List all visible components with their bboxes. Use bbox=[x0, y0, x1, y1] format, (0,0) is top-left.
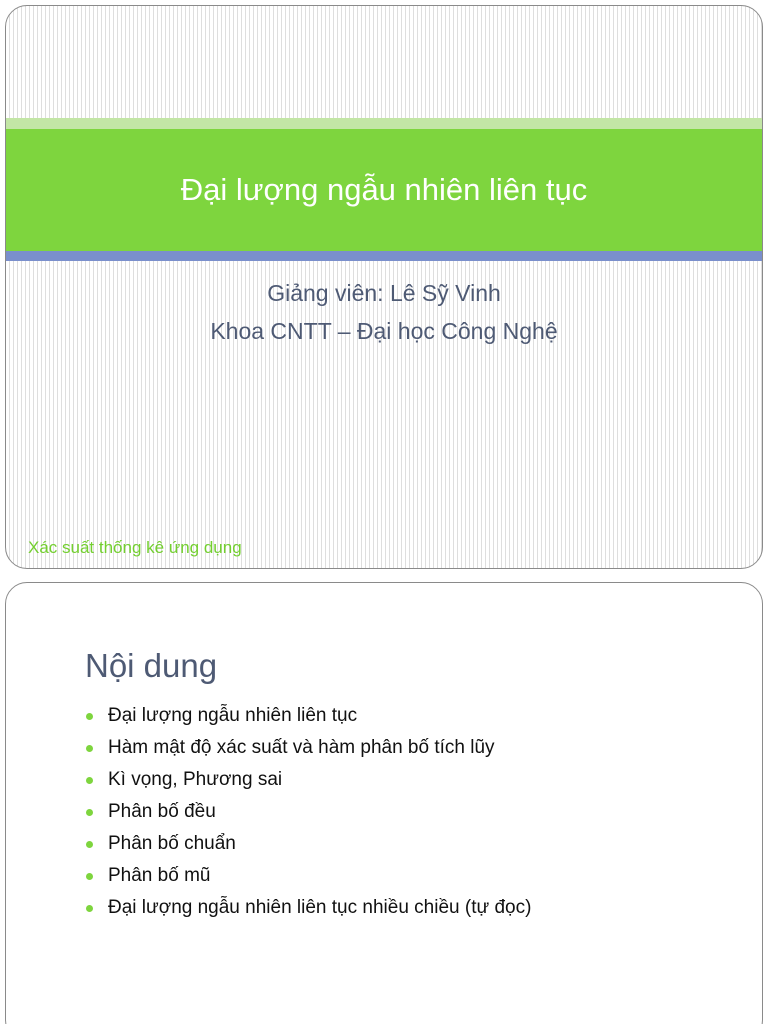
faculty-line: Khoa CNTT – Đại học Công Nghệ bbox=[210, 318, 558, 344]
bullet-icon bbox=[86, 713, 93, 720]
bullet-icon bbox=[86, 905, 93, 912]
list-item-text: Hàm mật độ xác suất và hàm phân bố tích lũy bbox=[108, 737, 495, 758]
list-item bbox=[86, 796, 531, 828]
list-item-text: Phân bố chuẩn bbox=[108, 833, 236, 854]
title-band-top-stripe bbox=[6, 118, 762, 129]
slide-title: Đại lượng ngẫu nhiên liên tục bbox=[180, 172, 588, 207]
list-item bbox=[86, 732, 531, 764]
list-item bbox=[86, 860, 531, 892]
bullet-icon bbox=[86, 777, 93, 784]
list-item bbox=[86, 700, 531, 732]
list-item-text: Đại lượng ngẫu nhiên liên tục nhiều chiều (tự đọc) bbox=[108, 897, 532, 918]
bullet-icon bbox=[86, 841, 93, 848]
list-item-text: Kì vọng, Phương sai bbox=[108, 769, 283, 790]
list-item-text: Đại lượng ngẫu nhiên liên tục bbox=[108, 705, 358, 726]
list-item-text: Phân bố mũ bbox=[108, 865, 211, 886]
list-item bbox=[86, 828, 531, 860]
bullet-icon bbox=[86, 809, 93, 816]
slide-subtitle bbox=[6, 274, 762, 350]
list-item bbox=[86, 764, 531, 796]
course-footer: Xác suất thống kê ứng dụng bbox=[28, 538, 242, 557]
title-band-bottom-stripe bbox=[6, 251, 762, 261]
title-band bbox=[6, 129, 762, 251]
title-slide bbox=[5, 5, 763, 569]
bullet-icon bbox=[86, 873, 93, 880]
contents-heading: Nội dung bbox=[85, 647, 218, 684]
list-item bbox=[86, 892, 531, 924]
contents-list bbox=[86, 700, 531, 924]
contents-slide bbox=[5, 582, 763, 1024]
lecturer-line: Giảng viên: Lê Sỹ Vinh bbox=[267, 280, 501, 306]
list-item-text: Phân bố đều bbox=[108, 801, 216, 822]
bullet-icon bbox=[86, 745, 93, 752]
